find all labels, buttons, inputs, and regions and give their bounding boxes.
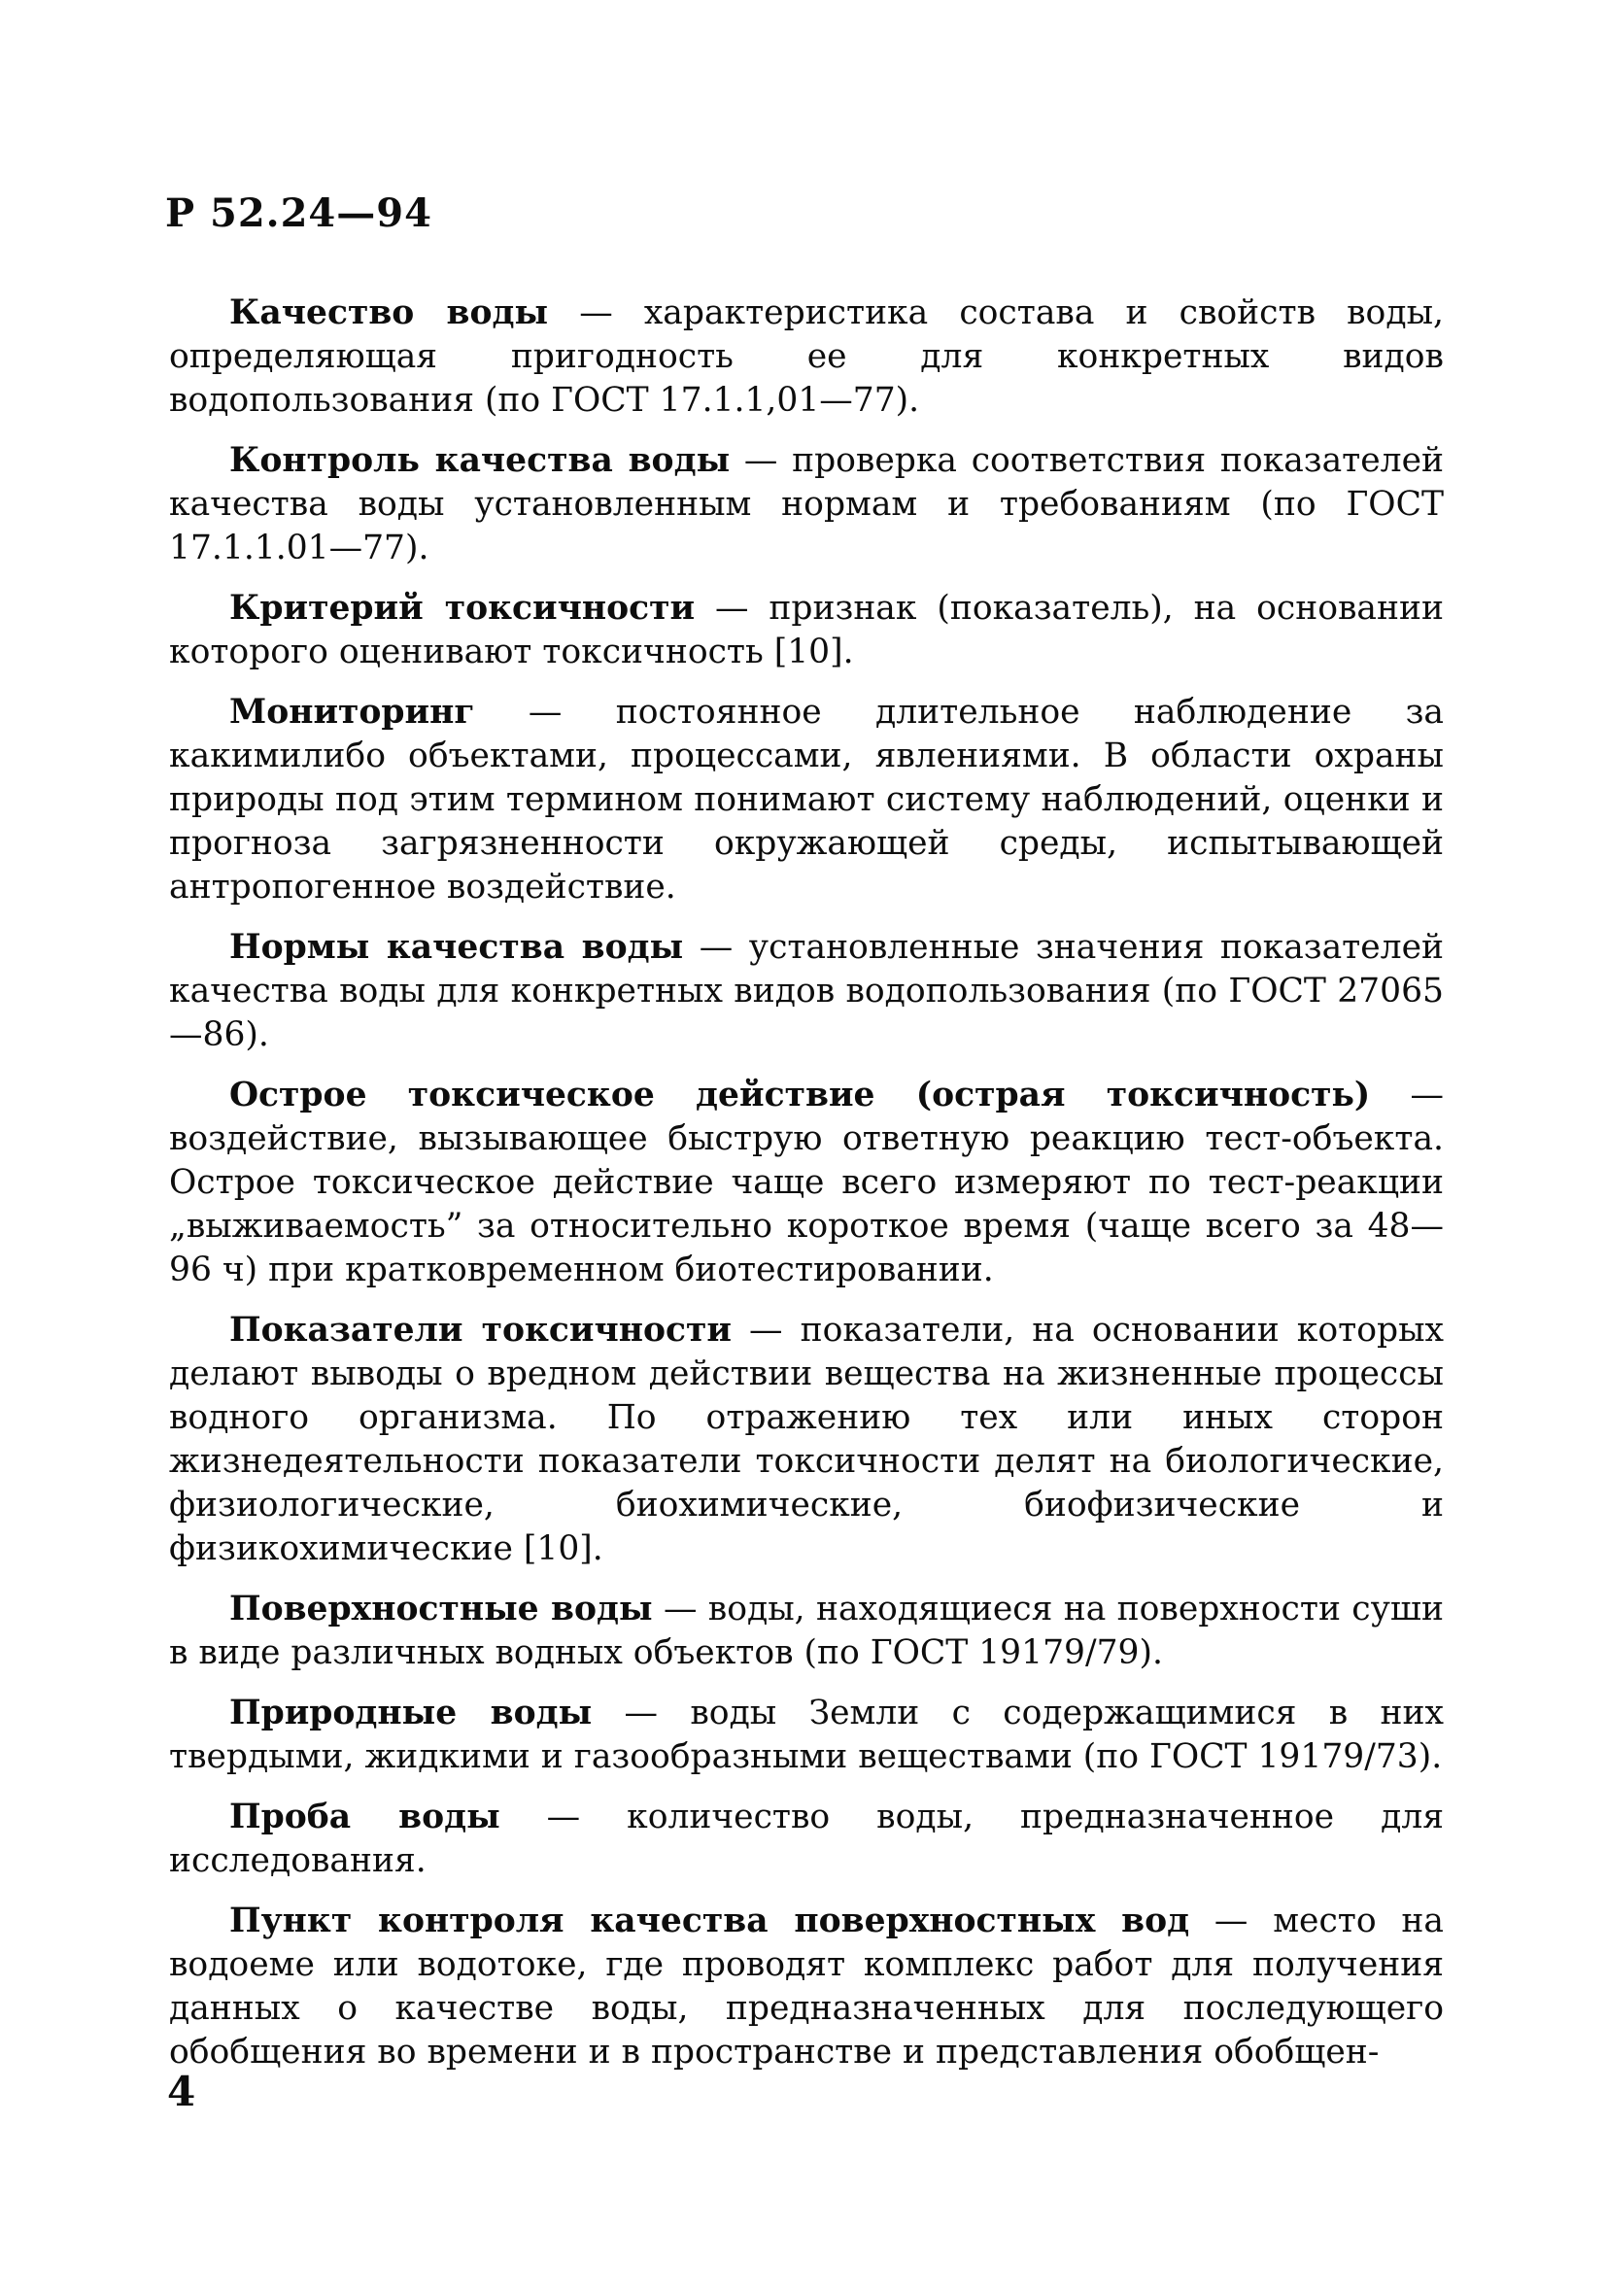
entry-term: Контроль качества воды [229,441,731,480]
document-code-header: Р 52.24—94 [165,190,432,236]
entry-term: Качество воды [229,293,549,332]
entry-definition: — постоянное длительное наблюдение за какимилибо объектами, процессами, явлениями. В области охраны природы под этим термином понимают систему наблюдений, оценки и прогноза загрязненности окружающей среды, испытывающей антропогенное воздействие. [169,693,1444,907]
glossary-entry-water-sample [169,1796,1444,1883]
entry-definition: — воды Земли с содержащимися в них твердыми, жидкими и газообразными веществами (по ГОСТ 19179/73). [169,1694,1445,1776]
entry-definition: — показатели, на основании которых делают выводы о вредном действии вещества на жизненные процессы водного организма. По отражению тех или иных сторон жизнедеятельности показатели токсичности делят на биологические, физиологические, биохимические, биофизические и физикохимические [10]. [169,1311,1444,1568]
entry-term: Мониторинг [229,693,475,732]
entry-term: Критерий токсичности [229,589,696,628]
entry-term: Природные воды [229,1694,593,1732]
glossary-entry-toxicity-indicators [169,1309,1444,1571]
glossary-entry-monitoring [169,691,1444,909]
entry-term: Нормы качества воды [229,928,684,967]
entry-definition: — количество воды, предназначенное для исследования. [169,1798,1444,1880]
glossary-content [169,291,1444,2091]
glossary-entry-water-quality [169,291,1444,423]
entry-definition: — место на водоеме или водотоке, где проводят комплекс работ для получения данных о качестве воды, предназначенных для последующего обобщения во времени и в пространстве и представления обобщен- [169,1902,1444,2072]
entry-term: Проба воды [229,1798,500,1836]
glossary-entry-toxicity-criterion [169,587,1444,674]
glossary-entry-acute-toxic-action [169,1074,1444,1292]
entry-term: Пункт контроля качества поверхностных вод [229,1902,1190,1940]
glossary-entry-water-quality-control [169,439,1444,570]
page-number: 4 [167,2068,196,2115]
entry-term: Острое токсическое действие (острая токсичность) [229,1076,1371,1114]
entry-definition: — признак (показатель), на основании которого оценивают токсичность [10]. [169,589,1444,671]
glossary-entry-natural-waters [169,1692,1444,1779]
glossary-entry-control-point [169,1900,1444,2074]
entry-definition: — проверка соответствия показателей качества воды установленным нормам и требованиям (по ГОСТ 17.1.1.01—77). [169,441,1444,567]
glossary-entry-water-quality-norms [169,926,1444,1057]
entry-term: Поверхностные воды [229,1590,653,1628]
entry-term: Показатели токсичности [229,1311,732,1350]
entry-definition: — воздействие, вызывающее быструю ответную реакцию тест-объекта. Острое токсическое действие чаще всего измеряют по тест-реакции „выживаемость” за относительно короткое время (чаще всего за 48—96 ч) при кратковременном биотестировании. [169,1076,1444,1289]
glossary-entry-surface-waters [169,1588,1444,1675]
entry-definition: — характеристика состава и свойств воды, определяющая пригодность ее для конкретных видов водопользования (по ГОСТ 17.1.1,01—77). [169,293,1444,420]
entry-definition: — установленные значения показателей качества воды для конкретных видов водопользования (по ГОСТ 27065—86). [169,928,1445,1054]
entry-definition: — воды, находящиеся на поверхности суши в виде различных водных объектов (по ГОСТ 19179/79). [169,1590,1444,1672]
